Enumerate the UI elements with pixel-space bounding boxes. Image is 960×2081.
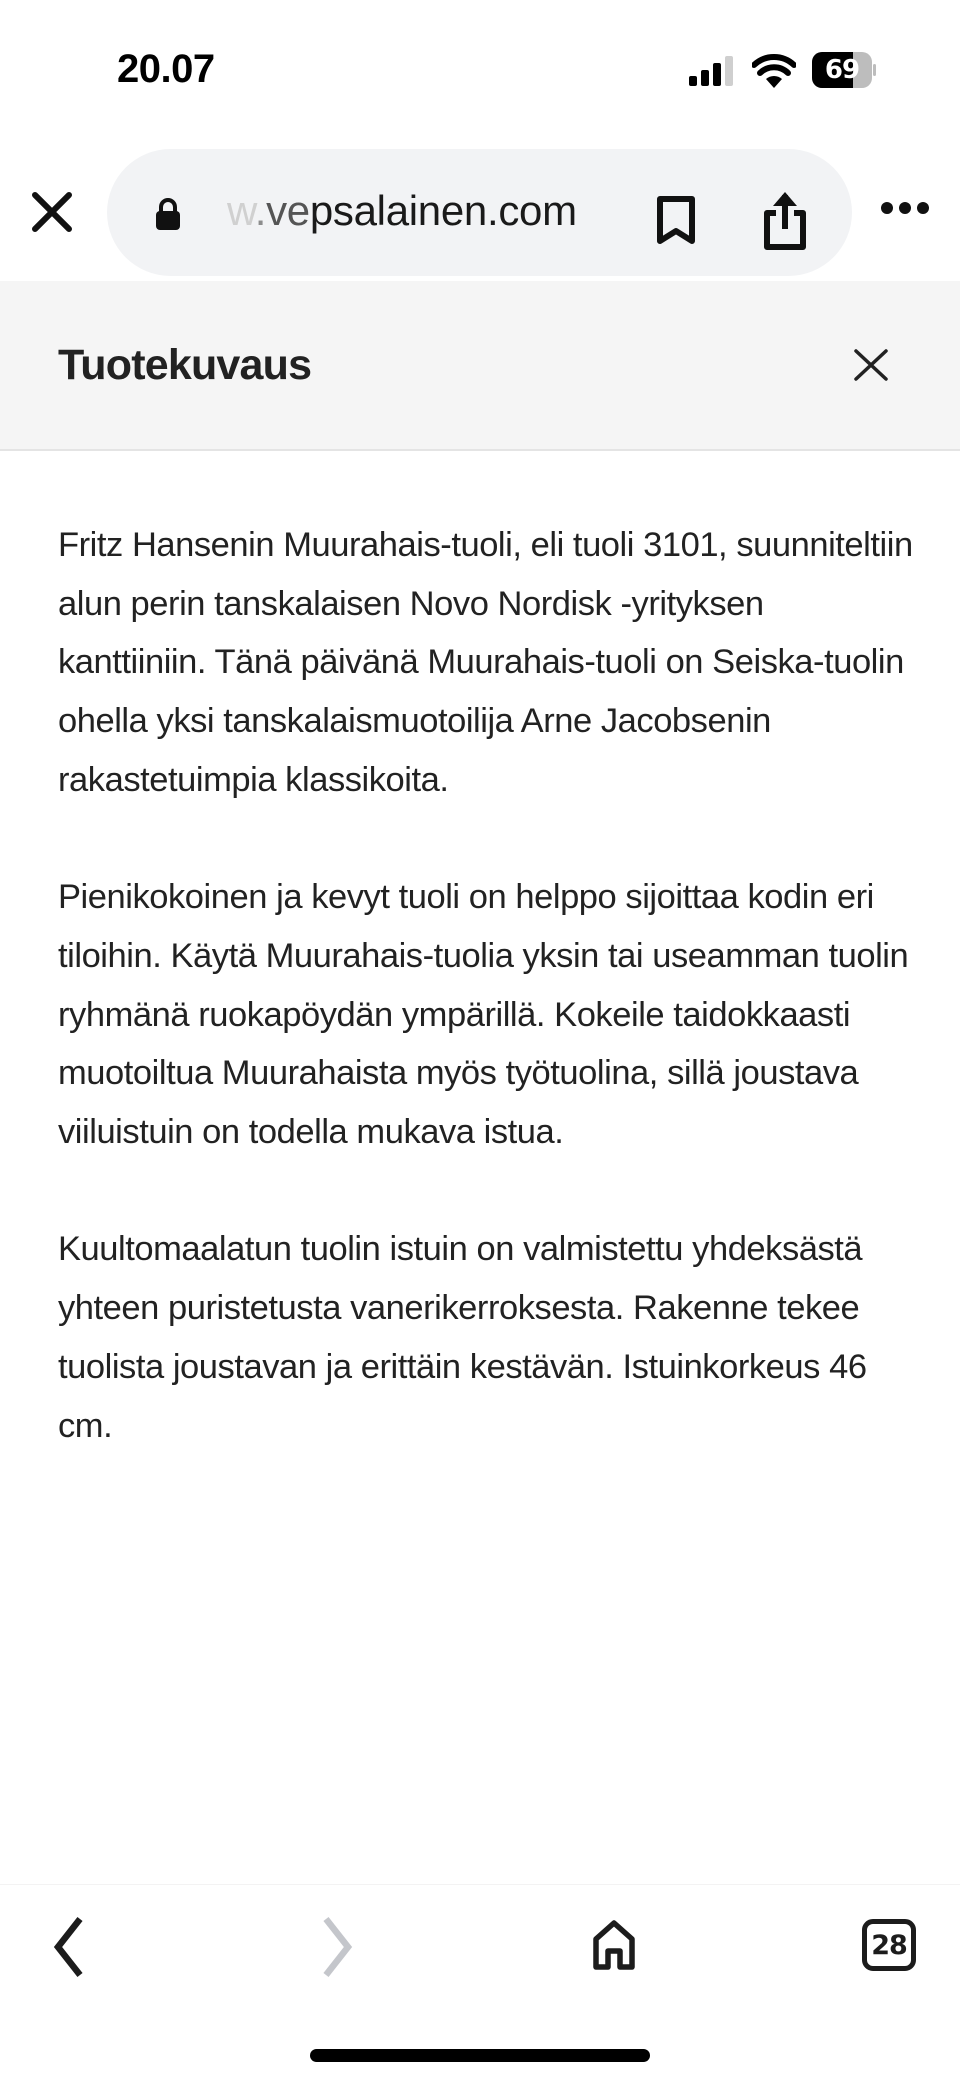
description-paragraph: Pienikokoinen ja kevyt tuoli on helppo sijoittaa kodin eri tiloihin. Käytä Muurahais-tuolia yksin tai useamman tuolin ryhmänä ruokapöydän ympärillä. Kokeile taidokkaasti muotoiltua Muurahaista myös työtuolina, sillä joustava viiluistuin on todella mukava istua. <box>58 878 909 1152</box>
description-paragraph: Kuultomaalatun tuolin istuin on valmistettu yhdeksästä yhteen puristetusta vanerikerroksesta. Rakenne tekee tuolista joustavan ja erittäin kestävän. Istuinkorkeus 46 cm. <box>58 1230 867 1445</box>
product-description <box>58 516 918 1514</box>
description-paragraph: Fritz Hansenin Muurahais-tuoli, eli tuoli 3101, suunniteltiin alun perin tanskalaisen Novo Nordisk -yrityksen kanttiiniin. Tänä päivänä Muurahais-tuoli on Seiska-tuolin ohella yksi tanskalaismuotoilija Arne Jacobsenin rakastetuimpia klassikoita. <box>58 526 913 799</box>
back-chevron-icon[interactable] <box>48 1915 88 1979</box>
panel-close-icon[interactable] <box>852 345 892 385</box>
browser-toolbar <box>0 1884 960 2004</box>
close-browser-icon[interactable] <box>30 190 74 234</box>
status-bar <box>0 0 960 140</box>
home-icon[interactable] <box>590 1919 638 1973</box>
bookmark-icon[interactable] <box>655 195 697 245</box>
status-time: 20.07 <box>117 47 215 91</box>
share-icon[interactable] <box>761 189 809 251</box>
cellular-signal-icon <box>689 56 735 86</box>
wifi-icon <box>752 54 796 88</box>
home-indicator[interactable] <box>310 2049 650 2062</box>
address-bar[interactable] <box>107 149 852 276</box>
battery-icon <box>812 52 876 88</box>
tabs-button[interactable] <box>862 1919 918 1973</box>
url-text[interactable]: w.vepsalainen.com <box>227 187 577 234</box>
panel-title: Tuotekuvaus <box>58 341 312 389</box>
browser-address-row <box>0 140 960 282</box>
battery-level: 69 <box>824 55 860 85</box>
more-options-icon[interactable] <box>880 200 930 216</box>
forward-chevron-icon[interactable] <box>318 1915 358 1979</box>
panel-header <box>0 281 960 451</box>
lock-icon <box>155 198 181 230</box>
tab-count: 28 <box>862 1919 916 1971</box>
